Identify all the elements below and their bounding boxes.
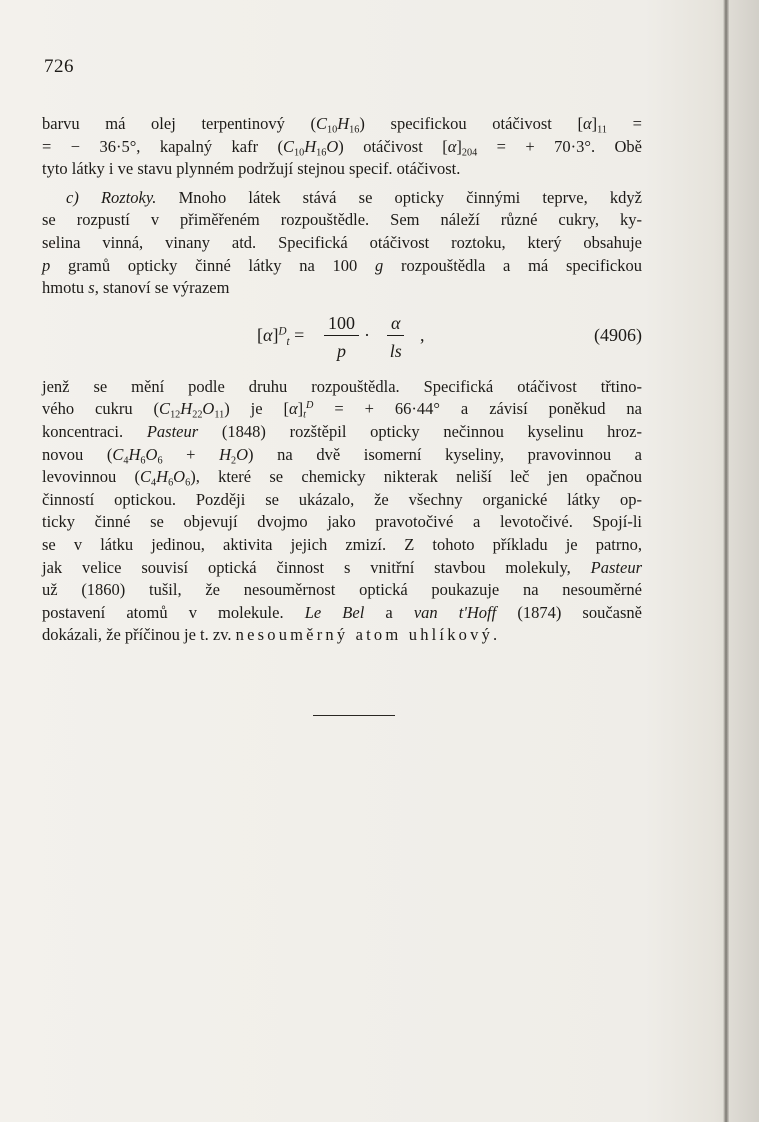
text-line: vého cukru $(C_{12}H_{22}O_{11})$ je $[\alpha]_t^D$ = + 66·44° a závisí poněkud na [42, 399, 642, 421]
text-line: se rozpustí v přiměřeném rozpouštědle. Sem náleží různé cukry, ky- [42, 210, 642, 230]
text-line: selina vinná, vinany atd. Specifická otáčivost roztoku, který obsahuje [42, 232, 642, 252]
text-line: p gramů opticky činné látky na 100 g rozpouštědla a má specifickou [42, 255, 642, 275]
equation-number: (4906) [594, 324, 642, 345]
multiplication-dot: · [364, 324, 370, 345]
emphasized-term: nesouměrný atom uhlíkový [235, 625, 494, 645]
text-line: hmotu s, stanoví se výrazem [42, 278, 230, 298]
text-line: jenž se mění podle druhu rozpouštědla. Specifická otáčivost třtino- [42, 376, 642, 396]
author-name: van t'Hoff [413, 602, 497, 622]
author-name: Le Bel [304, 602, 365, 622]
section-title: Roztoky. [100, 187, 157, 207]
equation-lhs: $[\alpha]^D_t$ = [257, 324, 305, 348]
text-line: ticky činné se objevují dvojmo jako pravotočivé a levotočivé. Spojí-li [42, 512, 642, 532]
paragraph-2 [42, 187, 642, 300]
text-line: dokázali, že příčinou je t. zv. nesouměrný atom uhlíkový. [42, 625, 498, 645]
author-name: Pasteur [590, 557, 642, 577]
text-line: činností optickou. Později se ukázalo, že všechny organické látky op- [42, 489, 642, 509]
author-name: Pasteur [146, 421, 199, 441]
text-line: = − 36·5°, kapalný kafr $(C_{10}H_{16}O)$ otáčivost $[\alpha]_{204}$ = + 70·3°. Obě [42, 136, 642, 159]
text-line: už (1860) tušil, že nesouměrnost optická poukazuje na nesouměrné [42, 580, 642, 600]
fraction-alpha-over-ls: $\frac{\alpha}{ls}$ [387, 312, 404, 363]
fraction-100-over-p: $\frac{100}{p}$ [324, 312, 359, 363]
paragraph-1 [42, 113, 642, 181]
text-line: se v látku jedinou, aktivita jejich zmizí. Z tohoto příkladu je patrno, [42, 534, 642, 554]
body-text [42, 113, 642, 647]
text-line: koncentraci. Pasteur (1848) rozštěpil opticky nečinnou kyselinu hroz- [42, 421, 642, 441]
equation-490b [42, 302, 642, 372]
text-line: jak velice souvisí optická činnost s vnitřní stavbou molekuly, Pasteur [42, 557, 642, 577]
equation-comma: , [420, 324, 425, 345]
section-end-rule [313, 715, 395, 716]
text-line: c) Roztoky. Mnoho látek stává se opticky činnými teprve, když [66, 187, 642, 207]
page-binding-shadow [723, 0, 729, 1122]
text-line: barvu má olej terpentinový $(C_{10}H_{16})$ specifickou otáčivost $[\alpha]_{11}$ = [42, 114, 642, 136]
text-line: levovinnou $(C_4H_6O_6)$, které se chemicky nikterak neliší leč jen opačnou [42, 467, 642, 489]
paragraph-3 [42, 376, 642, 647]
text-line: novou $(C_4H_6O_6 + H_2O)$ na dvě isomerní kyseliny, pravovinnou a [42, 444, 643, 467]
text-line: postavení atomů v molekule. Le Bel a van t'Hoff (1874) současně [42, 602, 642, 622]
page-number: 726 [44, 56, 74, 77]
text-line: tyto látky i ve stavu plynném podržují stejnou specif. otáčivost. [42, 159, 461, 179]
